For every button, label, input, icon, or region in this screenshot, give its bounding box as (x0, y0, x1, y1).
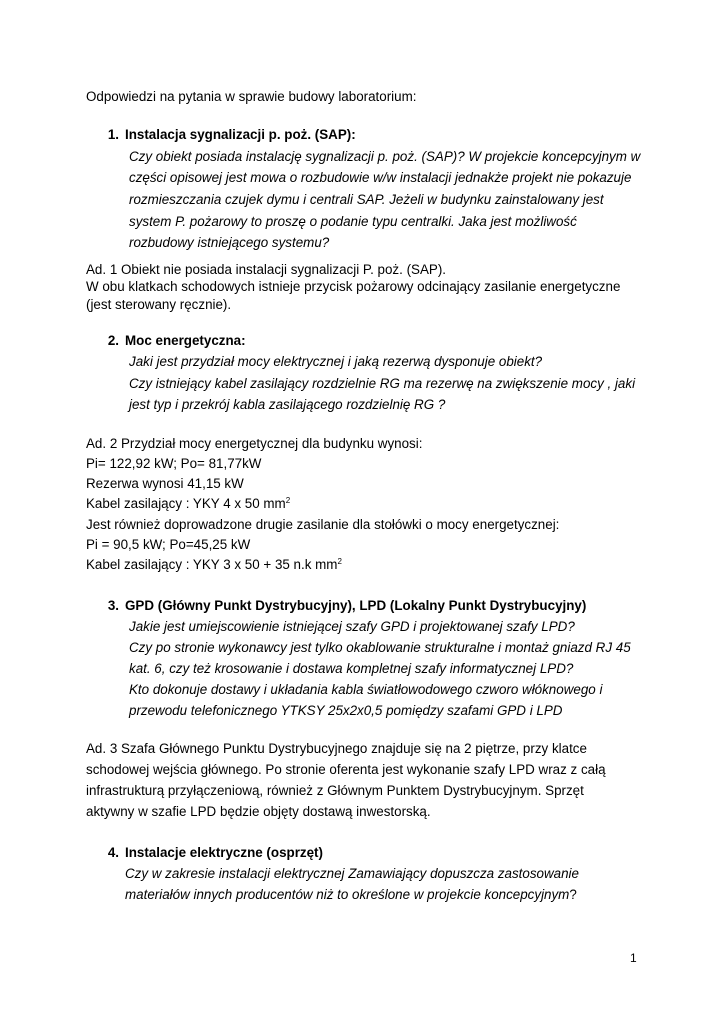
section-2-answer-line: Pi= 122,92 kW; Po= 81,77kW (86, 456, 262, 471)
section-1-answer-line: (jest sterowany ręcznie). (86, 297, 232, 312)
section-2-answer-line: Rezerwa wynosi 41,15 kW (86, 476, 244, 491)
section-1-answer-line: Ad. 1 Obiekt nie posiada instalacji sygnalizacji P. poż. (SAP). (86, 262, 446, 277)
section-1-question-line: system P. pożarowy to proszę o podanie typu centralki. Jaka jest możliwość (129, 214, 577, 229)
section-2-question-line: Czy istniejący kabel zasilający rozdzielnie RG ma rezerwę na zwiększenie mocy , jaki (129, 376, 636, 391)
section-2-answer-line: Ad. 2 Przydział mocy energetycznej dla budynku wynosi: (86, 436, 423, 451)
section-2-answer-line (86, 557, 342, 573)
section-3-question-line: Jakie jest umiejscowienie istniejącej szafy GPD i projektowanej szafy LPD? (129, 619, 575, 634)
cable-spec-2: Kabel zasilający : YKY 3 x 50 + 35 n.k mm (86, 557, 338, 572)
section-3-answer-line: schodowej wejścia głównego. Po stronie oferenta jest wykonanie szafy LPD wraz z całą (86, 762, 606, 777)
section-3-answer-line: aktywny w szafie LPD będzie objęty dostawą inwestorską. (86, 804, 431, 819)
section-1-question-line: rozmieszczania czujek dymu i centrali SAP. Jeżeli w budynku zainstalowany jest (129, 192, 604, 207)
section-3-question-line: Kto dokonuje dostawy i układania kabla światłowodowego czworo włóknowego i (129, 682, 603, 697)
section-2-answer-line: Pi = 90,5 kW; Po=45,25 kW (86, 537, 251, 552)
section-4-question-line (125, 887, 577, 903)
page-number: 1 (630, 951, 637, 965)
section-1-title: Instalacja sygnalizacji p. poż. (SAP): (125, 127, 356, 142)
intro-text: Odpowiedzi na pytania w sprawie budowy laboratorium: (86, 89, 417, 104)
section-4-title: Instalacje elektryczne (osprzęt) (125, 845, 323, 860)
section-4-question-line: Czy w zakresie instalacji elektrycznej Zamawiający dopuszcza zastosowanie (125, 866, 579, 881)
section-2-title: Moc energetyczna: (125, 333, 246, 348)
section-4-question-text: materiałów innych producentów niż to określone w projekcie koncepcyjnym (125, 887, 570, 902)
section-1-answer-line: W obu klatkach schodowych istnieje przycisk pożarowy odcinający zasilanie energetyczne (86, 279, 621, 294)
section-2-number: 2. (107, 333, 119, 348)
section-3-question-line: kat. 6, czy też krosowanie i dostawa kompletnej szafy informatycznej LPD? (129, 661, 574, 676)
section-3-answer-line: Ad. 3 Szafa Głównego Punktu Dystrybucyjnego znajduje się na 2 piętrze, przy klatce (86, 741, 587, 756)
question-mark: ? (569, 887, 577, 902)
section-1-question-line: rozbudowy istniejącego systemu? (129, 235, 330, 250)
section-3-question-line: Czy po stronie wykonawcy jest tylko okablowanie strukturalne i montaż gniazd RJ 45 (129, 640, 631, 655)
section-1-number: 1. (107, 127, 119, 142)
section-3-title: GPD (Główny Punkt Dystrybucyjny), LPD (Lokalny Punkt Dystrybucyjny) (125, 598, 587, 613)
section-1-question-line: części opisowej jest mowa o rozbudowie w/w instalacji jednakże projekt nie pokazuje (129, 170, 632, 185)
superscript-2: 2 (285, 496, 291, 505)
section-3-question-line: przewodu telefonicznego YTKSY 25x2x0,5 pomiędzy szafami GPD i LPD (129, 703, 563, 718)
section-3-answer-line: infrastrukturą przyłączeniową, również z Głównym Punktem Dystrybucyjnym. Sprzęt (86, 783, 584, 798)
cable-spec-1: Kabel zasilający : YKY 4 x 50 mm (86, 496, 286, 511)
section-2-question-line: Jaki jest przydział mocy elektrycznej i jaką rezerwą dysponuje obiekt? (129, 354, 543, 369)
section-2-question-line: jest typ i przekrój kabla zasilającego rozdzielnię RG ? (129, 397, 446, 412)
section-4-number: 4. (107, 845, 119, 860)
section-1-question-line: Czy obiekt posiada instalację sygnalizacji p. poż. (SAP)? W projekcie koncepcyjnym w (129, 149, 641, 164)
section-2-answer-line (86, 496, 290, 512)
section-2-answer-line: Jest również doprowadzone drugie zasilanie dla stołówki o mocy energetycznej: (86, 517, 560, 532)
superscript-2: 2 (337, 557, 342, 566)
section-3-number: 3. (107, 598, 119, 613)
